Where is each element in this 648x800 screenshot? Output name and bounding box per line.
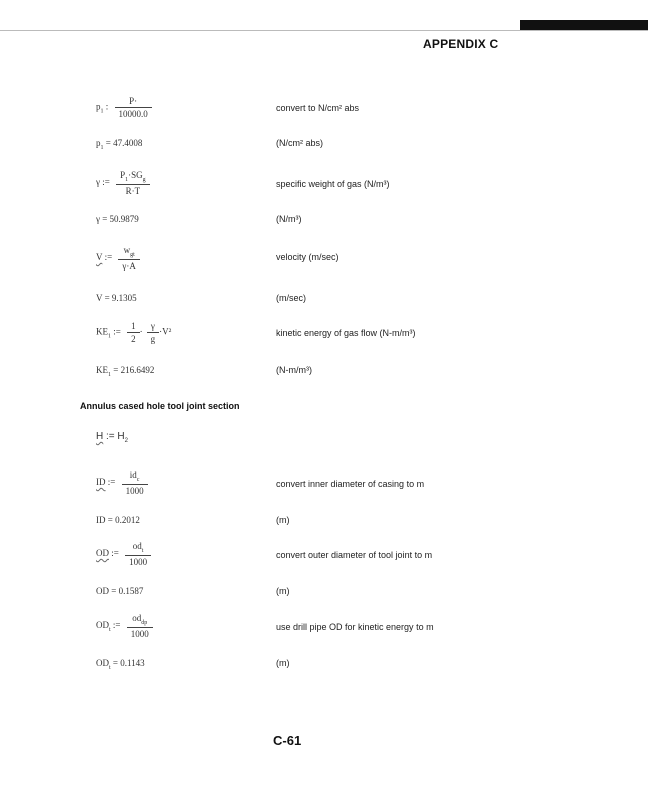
eq-lhs-sub: 1 bbox=[100, 144, 104, 151]
eq-rhs: := H bbox=[106, 431, 125, 442]
eq-operator: := bbox=[107, 476, 116, 487]
num-term: id bbox=[129, 470, 137, 480]
eq-lhs: ID bbox=[96, 476, 106, 487]
numerator bbox=[125, 541, 151, 556]
page-header: APPENDIX C bbox=[423, 37, 499, 51]
num-term: od bbox=[132, 613, 142, 623]
eq-value: = 0.1143 bbox=[112, 658, 145, 668]
fraction bbox=[147, 321, 160, 344]
eq-operator: := bbox=[104, 251, 113, 262]
eq-lhs-sub: t bbox=[109, 626, 111, 633]
eq-lhs: KE bbox=[96, 365, 108, 375]
eq-lhs: H bbox=[96, 431, 104, 442]
header-bar bbox=[520, 20, 648, 30]
result bbox=[96, 293, 137, 303]
fraction bbox=[127, 613, 153, 639]
denominator: 1000 bbox=[130, 628, 149, 639]
eq-operator: := bbox=[102, 176, 110, 187]
denominator: R·T bbox=[125, 185, 141, 196]
equation-comment: use drill pipe OD for kinetic energy to m bbox=[276, 622, 434, 632]
eq-lhs: OD bbox=[96, 547, 109, 558]
equation bbox=[96, 245, 140, 271]
denominator: 10000.0 bbox=[118, 109, 148, 119]
equation bbox=[96, 96, 152, 119]
eq-lhs: OD bbox=[96, 658, 109, 668]
num-sub: gt bbox=[130, 251, 135, 258]
equation-comment: velocity (m/sec) bbox=[276, 252, 339, 262]
eq-operator: · bbox=[139, 326, 143, 337]
equation-comment: convert outer diameter of tool joint to m bbox=[276, 550, 433, 560]
numerator bbox=[118, 245, 139, 260]
equation bbox=[96, 170, 150, 196]
eq-value: = 50.9879 bbox=[102, 214, 139, 224]
equation-comment: (m) bbox=[276, 658, 290, 668]
denominator: 2 bbox=[131, 334, 136, 344]
num-term: w bbox=[123, 245, 131, 255]
equation-comment: convert inner diameter of casing to m bbox=[276, 479, 425, 489]
denominator: γ·A bbox=[122, 260, 136, 271]
numerator: P· bbox=[115, 96, 152, 108]
num-term: ·SG bbox=[128, 170, 143, 180]
eq-rhs-sub: 2 bbox=[124, 438, 128, 444]
section-title: Annulus cased hole tool joint section bbox=[80, 401, 240, 411]
eq-lhs: V bbox=[96, 293, 103, 303]
equation-comment: (m/sec) bbox=[276, 293, 306, 303]
eq-operator: := bbox=[111, 547, 119, 558]
numerator: γ bbox=[147, 321, 160, 333]
equation bbox=[96, 431, 128, 444]
eq-lhs: ID bbox=[96, 515, 106, 525]
eq-lhs: OD bbox=[96, 619, 109, 630]
eq-operator: := bbox=[113, 326, 121, 337]
fraction bbox=[115, 96, 152, 119]
denominator: g bbox=[150, 334, 156, 344]
num-term: od bbox=[132, 541, 142, 551]
equation bbox=[96, 321, 171, 344]
num-sub: 1 bbox=[125, 176, 129, 183]
numerator bbox=[122, 470, 148, 485]
numerator bbox=[116, 170, 150, 185]
result bbox=[96, 365, 154, 378]
equation-comment: specific weight of gas (N/m³) bbox=[276, 179, 390, 189]
equation-comment: (m) bbox=[276, 515, 290, 525]
header-rule bbox=[0, 30, 648, 31]
num-sub: g bbox=[142, 176, 146, 183]
numerator: 1 bbox=[127, 321, 140, 333]
eq-value: = 0.1587 bbox=[111, 586, 144, 596]
equation-comment: (N/m³) bbox=[276, 214, 302, 224]
result bbox=[96, 586, 143, 596]
result bbox=[96, 515, 140, 525]
eq-lhs: p bbox=[96, 138, 101, 148]
equation bbox=[96, 541, 151, 567]
fraction bbox=[127, 321, 140, 344]
fraction bbox=[116, 170, 150, 196]
eq-lhs: p bbox=[96, 101, 101, 112]
fraction bbox=[118, 245, 139, 271]
eq-value: = 9.1305 bbox=[104, 293, 137, 303]
equation-comment: kinetic energy of gas flow (N-m/m³) bbox=[276, 328, 416, 338]
page-number: C-61 bbox=[273, 733, 302, 748]
num-term: P bbox=[120, 170, 126, 180]
eq-operator: := bbox=[112, 619, 121, 630]
eq-lhs-sub: t bbox=[109, 664, 111, 671]
denominator: 1000 bbox=[125, 485, 144, 496]
numerator bbox=[127, 613, 153, 628]
eq-value: = 47.4008 bbox=[105, 138, 143, 148]
equation-comment: (m) bbox=[276, 586, 290, 596]
equation-comment: (N-m/m³) bbox=[276, 365, 312, 375]
equation bbox=[96, 470, 148, 496]
result bbox=[96, 658, 145, 671]
num-sub: dp bbox=[141, 619, 148, 626]
eq-lhs: OD bbox=[96, 586, 109, 596]
equation-comment: (N/cm² abs) bbox=[276, 138, 323, 148]
num-sub: c bbox=[136, 476, 140, 483]
result bbox=[96, 214, 139, 224]
eq-lhs-sub: 1 bbox=[100, 108, 104, 115]
eq-tail: ·V² bbox=[159, 326, 172, 337]
fraction bbox=[122, 470, 148, 496]
fraction bbox=[125, 541, 151, 567]
denominator: 1000 bbox=[129, 556, 148, 567]
eq-lhs: KE bbox=[96, 326, 108, 337]
eq-lhs: γ bbox=[96, 176, 100, 187]
eq-operator: : bbox=[105, 101, 109, 112]
eq-lhs-sub: 1 bbox=[108, 333, 111, 340]
eq-lhs: V bbox=[96, 251, 103, 262]
result bbox=[96, 138, 142, 151]
eq-value: = 0.2012 bbox=[107, 515, 140, 525]
equation-comment: convert to N/cm² abs bbox=[276, 103, 360, 113]
eq-lhs: γ bbox=[96, 214, 100, 224]
num-sub: t bbox=[141, 547, 144, 554]
eq-value: = 216.6492 bbox=[113, 365, 155, 375]
eq-lhs-sub: 1 bbox=[108, 371, 111, 378]
equation bbox=[96, 613, 153, 639]
